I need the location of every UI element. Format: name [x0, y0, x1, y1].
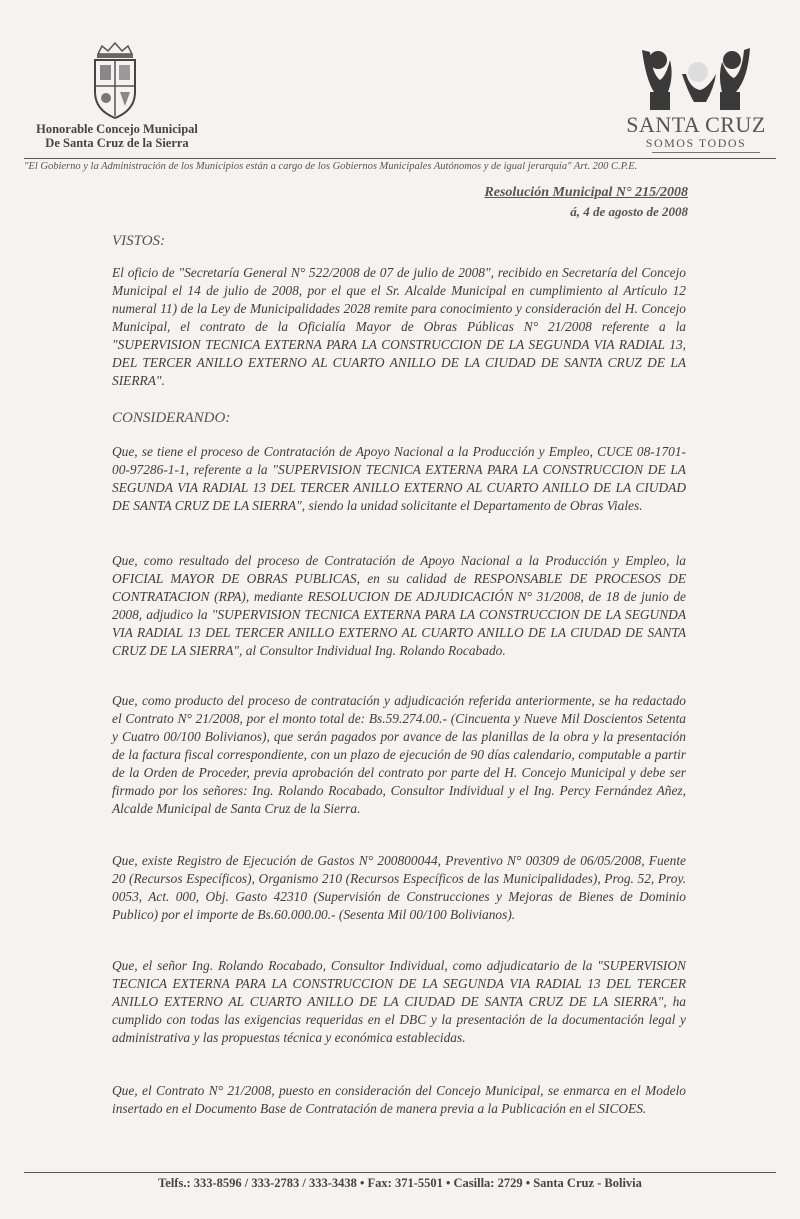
council-name-line1: Honorable Concejo Municipal — [36, 122, 198, 136]
footer-contact: Telfs.: 333-8596 / 333-2783 / 333-3438 • Fax: 371-5501 • Casilla: 2729 • Santa Cruz - Bolivia — [158, 1176, 642, 1190]
heading-vistos: VISTOS: — [112, 233, 166, 249]
header-divider — [24, 158, 776, 159]
logo-underline — [652, 152, 760, 153]
paragraph-considerando-2: Que, como resultado del proceso de Contratación de Apoyo Nacional a la Producción y Empleo, la OFICIAL MAYOR DE OBRAS PUBLICAS, en su calidad de RESPONSABLE DE PROCESOS DE CONTRATACION (RPA), mediante RESOLUCION DE ADJUDICACIÓN N° 31/2008, de 18 de junio de 2008, adjudico la "SUPERVISION TECNICA EXTERNA PARA LA CONSTRUCCION DE LA SEGUNDA VIA RADIAL 13 DEL TERCER ANILLO EXTERNO AL CUARTO ANILLO DE LA CIUDAD DE SANTA CRUZ DE LA SIERRA", al Consultor Individual Ing. Rolando Rocabado. — [112, 553, 686, 658]
santa-cruz-logo-icon — [624, 30, 774, 182]
heading-considerando: CONSIDERANDO: — [112, 410, 231, 426]
council-name-line2: De Santa Cruz de la Sierra — [45, 136, 189, 150]
paragraph-considerando-3: Que, como producto del proceso de contratación y adjudicación referida anteriormente, se ha redactado el Contrato N° 21/2008, por el monto total de: Bs.59.274.00.- (Cincuenta y Nueve Mil Doscientos Setenta y Cuatro 00/100 Bolivianos), que serán pagados por avance de las planillas de la obra y la presentación de la factura fiscal correspondiente, con un plazo de ejecución de 90 días calendario, computable a partir de la Orden de Proceder, previa aprobación del contrato por parte del H. Concejo Municipal y debe ser firmado por los señores: Ing. Rolando Rocabado, Consultor Individual y el Ing. Percy Fernández Añez, Alcalde Municipal de Santa Cruz de la Sierra. — [112, 693, 686, 816]
resolution-title: Resolución Municipal N° 215/2008 — [484, 185, 688, 200]
paragraph-considerando-4: Que, existe Registro de Ejecución de Gastos N° 200800044, Preventivo N° 00309 de 06/05/2008, Fuente 20 (Recursos Específicos), Organismo 210 (Recursos Específicos de las Municipalidades), Prog. 52, Proy. 0053, Act. 000, Obj. Gasto 42310 (Supervisión de Construcciones y Mejoras de Bienes de Dominio Publico) por el importe de Bs.60.000.00.- (Sesenta Mil 00/100 Bolivianos). — [112, 853, 686, 922]
municipal-crest-icon — [86, 40, 144, 124]
paragraph-vistos: El oficio de "Secretaría General N° 522/2008 de 07 de julio de 2008", recibido en Secretaría del Concejo Municipal el 14 de julio de 2008, por el que el Sr. Alcalde Municipal en cumplimiento al Artículo 12 numeral 11) de la Ley de Municipalidades 2028 remite para conocimiento y consideración del H. Concejo Municipal, el contrato de la Oficialía Mayor de Obras Públicas N° 21/2008 referente a la "SUPERVISION TECNICA EXTERNA PARA LA CONSTRUCCION DE LA SEGUNDA VIA RADIAL 13, DEL TERCER ANILLO EXTERNO AL CUARTO ANILLO DE LA CIUDAD DE SANTA CRUZ DE LA SIERRA". — [112, 265, 686, 388]
paragraph-considerando-1: Que, se tiene el proceso de Contratación de Apoyo Nacional a la Producción y Empleo, CUCE 08-1701-00-97286-1-1, referente a la "SUPERVISION TECNICA EXTERNA PARA LA CONSTRUCCION DE LA SEGUNDA VIA RADIAL 13 DEL TERCER ANILLO EXTERNO AL CUARTO ANILLO DE LA CIUDAD DE SANTA CRUZ DE LA SIERRA", siendo la unidad solicitante el Departamento de Obras Viales. — [112, 444, 686, 513]
logo-subtitle: SOMOS TODOS — [645, 136, 747, 150]
footer-divider — [24, 1172, 776, 1173]
constitutional-motto: "El Gobierno y la Administración de los Municipios están a cargo de los Gobiernos Municipales Autónomos y de igual jerarquía" Art. 200 C.P.E. — [24, 161, 638, 172]
council-name — [22, 122, 212, 150]
resolution-date: á, 4 de agosto de 2008 — [570, 204, 688, 219]
logo-title: SANTA CRUZ — [626, 112, 766, 137]
paragraph-considerando-5: Que, el señor Ing. Rolando Rocabado, Consultor Individual, como adjudicatario de la "SUPERVISION TECNICA EXTERNA PARA LA CONSTRUCCION DE LA SEGUNDA VIA RADIAL 13 DEL TERCER ANILLO EXTERNO AL CUARTO ANILLO DE LA CIUDAD DE SANTA CRUZ DE LA SIERRA", ha cumplido con todas las exigencias requeridas en el DBC y la presentación de la documentación legal y administrativa y las propuestas técnica y económica establecidas. — [112, 958, 686, 1045]
paragraph-considerando-6: Que, el Contrato N° 21/2008, puesto en consideración del Concejo Municipal, se enmarca en el Modelo insertado en el Documento Base de Contratación de manera previa a la Publicación en el SICOES. — [112, 1083, 686, 1116]
